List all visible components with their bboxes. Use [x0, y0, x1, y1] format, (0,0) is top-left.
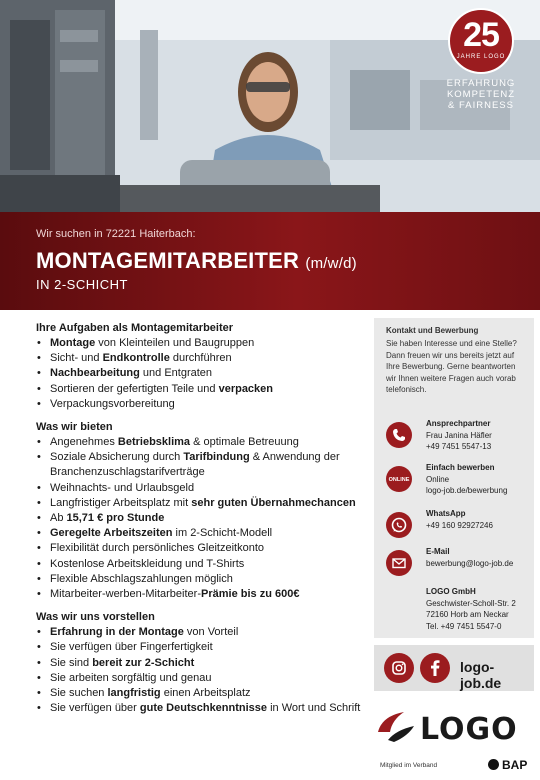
section-title: Ihre Aufgaben als Montagemitarbeiter [36, 322, 234, 334]
list-item: • Langfristiger Arbeitsplatz mit sehr guten Übernahmechancen [36, 496, 366, 511]
job-title [36, 248, 357, 274]
contact-label: Ansprechpartner [426, 419, 491, 428]
contact-whatsapp [386, 508, 532, 548]
badge-values [441, 78, 521, 111]
list-item: • Sie verfügen über gute Deutschkenntnisse in Wort und Schrift [36, 701, 366, 716]
membership-note: Mitglied im Verband [380, 762, 438, 769]
whatsapp-icon [386, 512, 412, 538]
contact-online-label: Online [426, 474, 450, 484]
contact-email [386, 546, 532, 586]
list-item: • Erfahrung in der Montage von Vorteil [36, 625, 366, 640]
list-item: • Flexibilität durch persönliches Gleitzeitkonto [36, 541, 366, 556]
location-intro: Wir suchen in 72221 Haiterbach: [36, 228, 196, 240]
contact-online [386, 462, 532, 502]
company-address [426, 586, 516, 632]
list-item: • Kostenlose Arbeitskleidung und T-Shirts [36, 557, 366, 572]
logo-wordmark: LOGO [420, 712, 518, 747]
task-list [36, 336, 366, 412]
badge-sub: JAHRE LOGO [456, 54, 506, 60]
company-phone[interactable]: Tel. +49 7451 5547-0 [426, 621, 502, 631]
contact-phone [386, 418, 532, 458]
address-city: 72160 Horb am Neckar [426, 610, 509, 619]
bap-logo-icon [488, 759, 499, 770]
hero-image [0, 0, 540, 212]
contact-label: WhatsApp [426, 509, 466, 518]
instagram-icon[interactable] [384, 653, 414, 683]
bap-logo [488, 758, 527, 772]
website-link[interactable]: logo-job.de [460, 659, 502, 691]
contact-label: Einfach bewerben [426, 463, 495, 472]
list-item: • Montage von Kleinteilen und Baugruppen [36, 336, 366, 351]
section-title: Was wir bieten [36, 421, 113, 434]
list-item: • Flexible Abschlagszahlungen möglich [36, 572, 366, 587]
logo-mark-icon [374, 706, 418, 746]
section-title: Was wir uns vorstellen [36, 611, 155, 624]
phone-icon [386, 422, 412, 448]
list-item: • Mitarbeiter-werben-Mitarbeiter-Prämie bis zu 600€ [36, 587, 366, 602]
list-item: • Angenehmes Betriebsklima & optimale Betreuung [36, 435, 366, 450]
social-bar [374, 645, 534, 691]
company-name: LOGO GmbH [426, 587, 476, 596]
list-item: • Sie sind bereit zur 2-Schicht [36, 656, 366, 671]
panel-title: Kontakt und Bewerbung [386, 326, 479, 335]
contact-panel [374, 318, 534, 638]
contact-name: Frau Janina Häfler [426, 430, 492, 440]
list-item: • Sie arbeiten sorgfältig und genau [36, 671, 366, 686]
panel-intro: Sie haben Interesse und eine Stelle? Dann freuen wir uns bereits jetzt auf Ihre Bewerbung. Gerne beantworten wir Ihnen weitere Fragen auch vorab telefonisch. [386, 339, 517, 394]
contact-label: E-Mail [426, 547, 450, 556]
email-icon [386, 550, 412, 576]
list-item: • Soziale Absicherung durch Tarifbindung & Anwendung der Branchenzuschlagstarifverträge [36, 450, 366, 480]
badge-line: & FAIRNESS [448, 100, 514, 111]
list-item: • Sortieren der gefertigten Teile und verpacken [36, 382, 366, 397]
list-item: • Ab 15,71 € pro Stunde [36, 511, 366, 526]
badge-line: ERFAHRUNG [446, 78, 516, 89]
list-item: • Weihnachts- und Urlaubsgeld [36, 481, 366, 496]
email-address[interactable]: bewerbung@logo-job.de [426, 558, 514, 568]
apply-link[interactable]: logo-job.de/bewerbung [426, 486, 508, 495]
list-item: • Sie suchen langfristig einen Arbeitsplatz [36, 686, 366, 701]
list-item: • Verpackungsvorbereitung [36, 397, 366, 412]
shift-info: IN 2-SCHICHT [36, 277, 128, 292]
contact-phone-number[interactable]: +49 7451 5547-13 [426, 442, 492, 451]
job-title-suffix: (m/w/d) [305, 255, 357, 272]
requirement-list [36, 625, 366, 716]
whatsapp-number[interactable]: +49 160 92927246 [426, 520, 493, 530]
facebook-icon[interactable] [420, 653, 450, 683]
title-band [0, 212, 540, 310]
badge-circle [448, 8, 514, 74]
online-icon [386, 466, 412, 492]
company-logo [374, 706, 534, 748]
job-title-main: MONTAGEMITARBEITER [36, 248, 300, 273]
list-item: • Sicht- und Endkontrolle durchführen [36, 351, 366, 366]
anniversary-badge [441, 8, 521, 122]
list-item: • Nachbearbeitung und Entgraten [36, 366, 366, 381]
offer-list [36, 435, 366, 602]
list-item: • Sie verfügen über Fingerfertigkeit [36, 640, 366, 655]
bap-label: BAP [502, 758, 528, 772]
address-street: Geschwister-Scholl-Str. 2 [426, 598, 516, 608]
badge-line: KOMPETENZ [446, 89, 516, 100]
list-item: • Geregelte Arbeitszeiten im 2-Schicht-Modell [36, 526, 366, 541]
job-details [36, 322, 366, 725]
online-icon-label: ONLINE [388, 477, 410, 483]
badge-number: 25 [463, 16, 499, 54]
